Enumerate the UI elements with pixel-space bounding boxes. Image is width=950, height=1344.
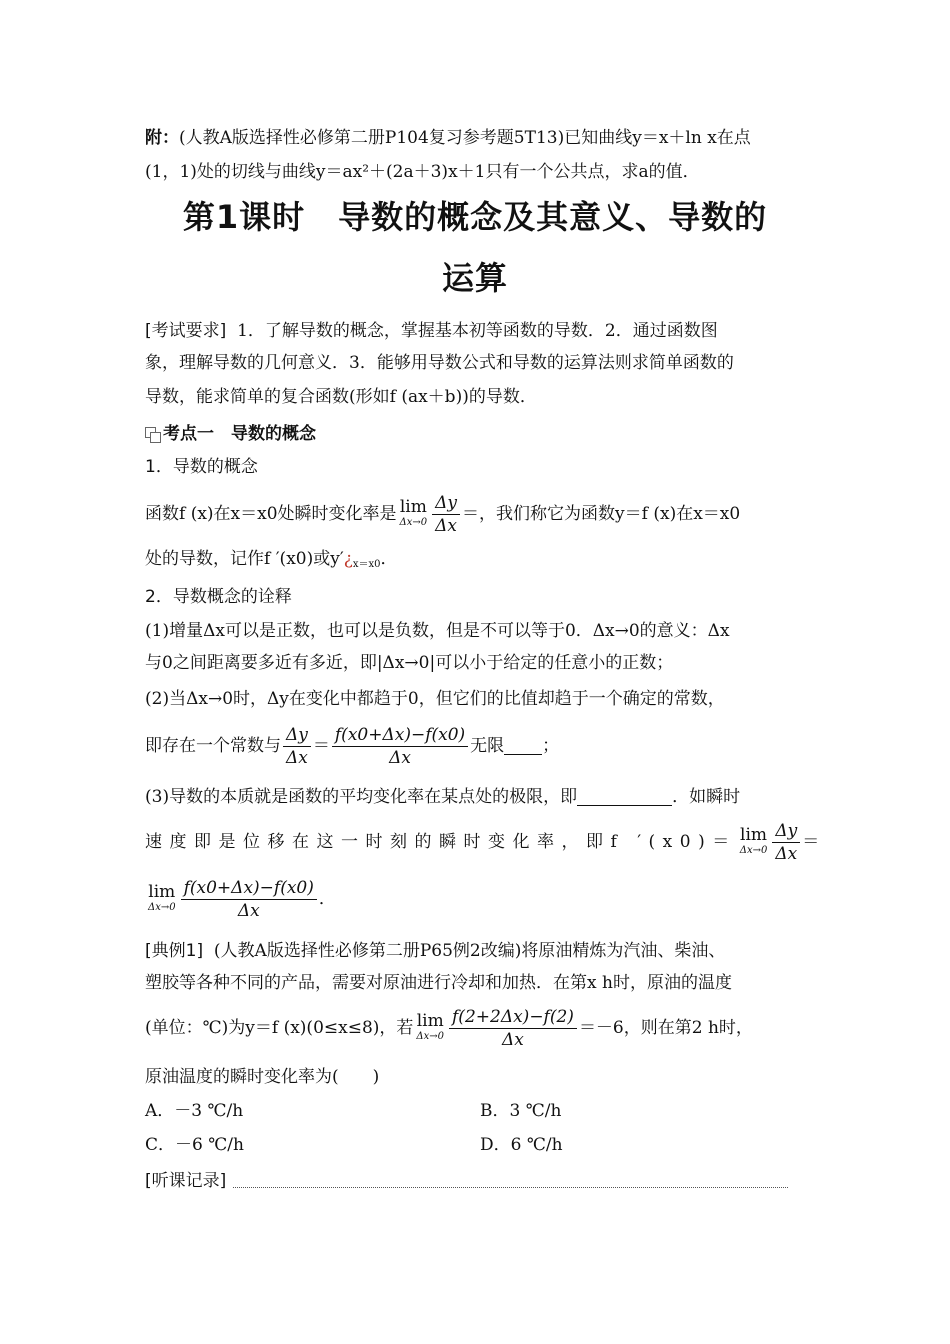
- point-3-text-a: (3)导数的本质就是函数的平均变化率在某点处的极限，即: [145, 787, 578, 807]
- delta-fraction-2: [772, 820, 800, 865]
- limit-expression-4: [416, 1010, 445, 1045]
- example-text-3a: (单位：℃)为y＝f (x)(0≤x≤8)，若: [145, 1018, 414, 1038]
- point-2-end: ；: [542, 736, 560, 756]
- point-3-line-1: [145, 784, 810, 810]
- blank-2: [577, 787, 672, 806]
- difference-quotient-2: [181, 877, 317, 922]
- limit-subscript: Δx→0: [399, 516, 428, 528]
- notes-line[interactable]: [233, 1187, 788, 1188]
- limit-symbol-4: lim: [416, 1010, 444, 1031]
- option-a[interactable]: A．－3 ℃/h: [145, 1101, 244, 1121]
- difference-numerator-2: f(x0+Δx)−f(x0): [181, 877, 317, 900]
- example-fraction: [449, 1006, 577, 1051]
- point-1-line-1: (1)增量Δx可以是正数，也可以是负数，但是不可以等于0．Δx→0的意义：Δx: [145, 621, 730, 641]
- ratio-fraction: [283, 724, 311, 769]
- example-text-1: (人教A版选择性必修第二册P65例2改编)将原油精炼为汽油、柴油、: [213, 941, 726, 961]
- lesson-title-line-2: 运算: [441, 259, 508, 297]
- notation-subscript: x＝x0: [352, 559, 381, 570]
- point-3-line-2: [145, 820, 820, 865]
- fraction-numerator-2: Δy: [772, 820, 800, 843]
- appendix-line-2: (1，1)处的切线与曲线y＝ax²＋(2a＋3)x＋1只有一个公共点，求a的值．: [145, 162, 700, 182]
- example-text-3b: ＝－6，则在第2 h时，: [578, 1018, 753, 1038]
- definition-text-b: ＝，我们称它为函数y＝f (x)在x＝x0: [462, 504, 741, 524]
- limit-subscript-4: Δx→0: [416, 1030, 445, 1042]
- example-numerator: f(2+2Δx)−f(2): [449, 1006, 577, 1029]
- option-c[interactable]: C．－6 ℃/h: [145, 1135, 244, 1155]
- definition-text-a: 函数f (x)在x＝x0处瞬时变化率是: [145, 504, 397, 524]
- example-label: [典例1]: [145, 941, 204, 961]
- appendix-line-1: [145, 125, 810, 151]
- limit-subscript-2: Δx→0: [739, 844, 768, 856]
- appendix-text-1: (人教A版选择性必修第二册P104复习参考题5T13)已知曲线y＝x＋ln x在点: [179, 128, 751, 148]
- requirements-label: [考试要求]: [145, 321, 227, 341]
- section-title: 考点一 导数的概念: [163, 424, 316, 444]
- difference-quotient: [332, 724, 468, 769]
- fraction-denominator: Δx: [435, 516, 458, 536]
- requirements-line-3: 导数，能求简单的复合函数(形如f (ax＋b))的导数．: [145, 387, 537, 407]
- limit-symbol-3: lim: [148, 881, 176, 902]
- point-3-text-c: 速度即是位移在这一时刻的瞬时变化率，即f ′(x0)＝: [145, 832, 737, 852]
- notation-glyph: ¿: [343, 549, 353, 569]
- limit-symbol: lim: [399, 496, 427, 517]
- example-line-1: [145, 938, 810, 964]
- fraction-numerator: Δy: [432, 492, 460, 515]
- subheading-1: 1．导数的概念: [145, 457, 258, 477]
- ratio-denominator: Δx: [286, 748, 308, 768]
- notation-end: ．: [380, 549, 398, 569]
- difference-denominator: Δx: [389, 748, 411, 768]
- limit-subscript-3: Δx→0: [148, 901, 176, 913]
- point-3-end: ．: [318, 889, 336, 909]
- requirements-line-2: 象，理解导数的几何意义．3．能够用导数公式和导数的运算法则求简单函数的: [145, 353, 734, 373]
- lesson-title-line-1: 第1课时 导数的概念及其意义、导数的: [182, 198, 768, 236]
- point-1-line-2: 与0之间距离要多近有多近，即|Δx→0|可以小于给定的任意小的正数；: [145, 653, 674, 673]
- example-line-3: [145, 1004, 810, 1052]
- requirements-text-1: 1．了解导数的概念，掌握基本初等函数的导数．2．通过函数图: [237, 321, 718, 341]
- example-denominator: Δx: [502, 1030, 524, 1050]
- option-d[interactable]: D．6 ℃/h: [480, 1135, 563, 1155]
- example-line-4: 原油温度的瞬时变化率为( ): [145, 1067, 380, 1087]
- example-line-2: 塑胶等各种不同的产品，需要对原油进行冷却和加热．在第x h时，原油的温度: [145, 973, 732, 993]
- notes-label: [听课记录]: [145, 1171, 227, 1191]
- point-2-line-1: (2)当Δx→0时，Δy在变化中都趋于0，但它们的比值却趋于一个确定的常数，: [145, 689, 725, 709]
- fraction-denominator-2: Δx: [775, 844, 798, 864]
- point-3-text-b: ．如瞬时: [672, 787, 741, 807]
- section-marker-icon: [145, 427, 159, 441]
- difference-numerator: f(x0+Δx)−f(x0): [332, 724, 468, 747]
- point-2-text-b: 无限: [470, 736, 505, 756]
- delta-fraction: [432, 492, 460, 537]
- limit-symbol-2: lim: [740, 824, 768, 845]
- point-2-text-a: 即存在一个常数与: [145, 736, 281, 756]
- ratio-numerator: Δy: [283, 724, 311, 747]
- limit-expression: [399, 496, 428, 531]
- appendix-label: 附：: [145, 128, 179, 148]
- derivative-notation-line: [145, 546, 810, 578]
- point-3-equals: ＝: [802, 832, 820, 852]
- subheading-2: 2．导数概念的诠释: [145, 587, 292, 607]
- point-2-line-2: [145, 722, 810, 770]
- difference-denominator-2: Δx: [237, 901, 260, 921]
- derivative-definition-line: [145, 492, 810, 537]
- point-3-line-3: [145, 874, 810, 924]
- requirements-line-1: [145, 318, 810, 344]
- notation-text: 处的导数，记作f ′(x0)或y′: [145, 549, 344, 569]
- option-b[interactable]: B．3 ℃/h: [480, 1101, 562, 1121]
- blank-1: [504, 736, 542, 755]
- equals-sign: ＝: [312, 736, 330, 756]
- limit-expression-2: [739, 824, 768, 859]
- section-heading: [145, 421, 810, 447]
- limit-expression-3: [148, 881, 176, 916]
